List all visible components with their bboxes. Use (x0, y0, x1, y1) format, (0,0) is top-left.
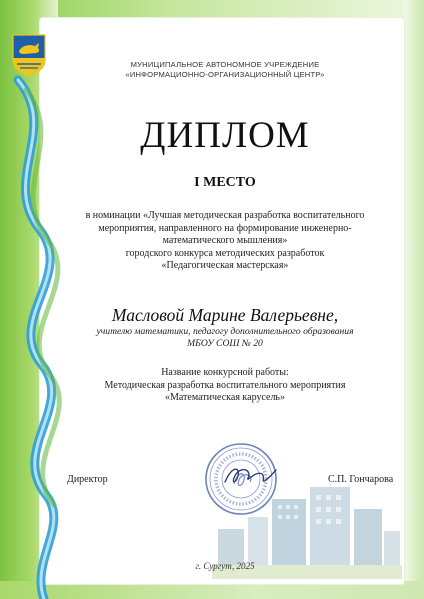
competition-work (48, 367, 402, 405)
position-line: МБОУ СОШ № 20 (187, 338, 263, 349)
nomination-line: в номинации «Лучшая методическая разработка воспитательного (85, 210, 365, 221)
nomination-line: городского конкурса методических разработок (125, 247, 325, 259)
nomination-text (48, 210, 402, 273)
org-line: «ИНФОРМАЦИОННО-ОРГАНИЗАЦИОННЫЙ ЦЕНТР» (125, 70, 325, 79)
recipient-position (48, 326, 402, 350)
award-place: I МЕСТО (194, 175, 256, 190)
work-line: Название конкурсной работы: (161, 367, 289, 378)
position-line: учителю математики, педагогу дополнительного образования (96, 326, 354, 337)
work-line: «Математическая карусель» (164, 392, 285, 404)
handwritten-signature (222, 462, 278, 490)
recipient-name: Масловой Марине Валерьевне, (111, 305, 339, 325)
nomination-line: мероприятия, направленного на формирование инженерно- (98, 222, 352, 234)
signer-role: Директор (67, 474, 108, 485)
frame-right-band (404, 0, 424, 599)
diploma-title: ДИПЛОМ (140, 115, 310, 156)
signer-name: С.П. Гончарова (328, 474, 394, 485)
city-coat-of-arms-icon (12, 34, 46, 76)
work-line: Методическая разработка воспитательного мероприятия (104, 379, 346, 391)
org-line: МУНИЦИПАЛЬНОЕ АВТОНОМНОЕ УЧРЕЖДЕНИЕ (130, 60, 320, 69)
ribbon-decoration (0, 0, 90, 599)
nomination-line: «Педагогическая мастерская» (161, 260, 289, 272)
city-and-year: г. Сургут, 2025 (195, 561, 255, 571)
nomination-line: математического мышления» (162, 235, 288, 247)
organization-name (48, 60, 402, 80)
